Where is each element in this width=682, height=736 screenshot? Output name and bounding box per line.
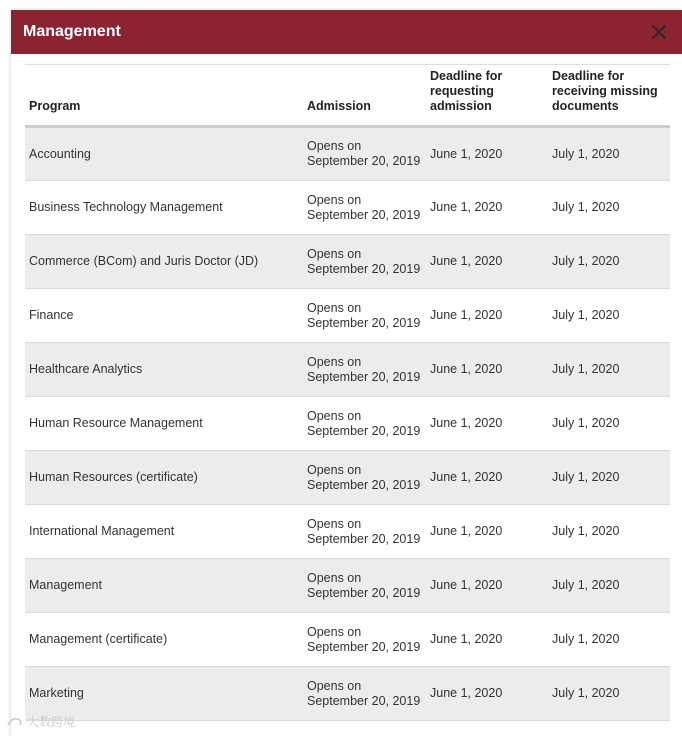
cell-program: Marketing [25,667,303,721]
table-header-row [25,65,670,127]
cell-deadline-docs: July 1, 2020 [548,505,670,559]
cell-deadline-request: June 1, 2020 [426,505,548,559]
cell-admission: Opens on September 20, 2019 [303,397,426,451]
cell-deadline-request: June 1, 2020 [426,559,548,613]
cell-admission: Opens on September 20, 2019 [303,667,426,721]
cell-admission: Opens on September 20, 2019 [303,289,426,343]
cell-deadline-request: June 1, 2020 [426,181,548,235]
watermark [6,713,75,730]
header-deadline-docs: Deadline for receiving missing documents [548,65,670,127]
header-deadline-request: Deadline for requesting admission [426,65,548,127]
close-icon [651,24,667,40]
cell-program: Management (certificate) [25,613,303,667]
cell-admission: Opens on September 20, 2019 [303,613,426,667]
table-row [25,181,670,235]
cell-admission: Opens on September 20, 2019 [303,343,426,397]
cell-deadline-request: June 1, 2020 [426,397,548,451]
cell-program: Accounting [25,127,303,181]
cell-program: Finance [25,289,303,343]
modal-dialog [11,10,682,736]
close-button[interactable] [648,21,670,43]
modal-title: Management [23,23,121,40]
cell-deadline-request: June 1, 2020 [426,451,548,505]
cell-deadline-request: June 1, 2020 [426,667,548,721]
header-admission: Admission [303,65,426,127]
cell-deadline-docs: July 1, 2020 [548,127,670,181]
cell-deadline-docs: July 1, 2020 [548,181,670,235]
cell-deadline-docs: July 1, 2020 [548,613,670,667]
table-row [25,289,670,343]
table-container [25,64,670,721]
cell-program: Healthcare Analytics [25,343,303,397]
cell-program: International Management [25,505,303,559]
table-row [25,505,670,559]
cell-deadline-docs: July 1, 2020 [548,559,670,613]
cell-deadline-docs: July 1, 2020 [548,343,670,397]
header-program: Program [25,65,303,127]
cell-admission: Opens on September 20, 2019 [303,181,426,235]
cell-program: Human Resource Management [25,397,303,451]
cell-program: Business Technology Management [25,181,303,235]
cell-admission: Opens on September 20, 2019 [303,559,426,613]
cell-admission: Opens on September 20, 2019 [303,127,426,181]
watermark-logo-icon [6,715,24,729]
table-row [25,559,670,613]
cell-deadline-docs: July 1, 2020 [548,397,670,451]
table-row [25,397,670,451]
cell-deadline-docs: July 1, 2020 [548,235,670,289]
cell-deadline-request: June 1, 2020 [426,127,548,181]
table-row [25,613,670,667]
cell-program: Commerce (BCom) and Juris Doctor (JD) [25,235,303,289]
table-row [25,235,670,289]
cell-deadline-docs: July 1, 2020 [548,667,670,721]
table-row [25,343,670,397]
cell-deadline-docs: July 1, 2020 [548,451,670,505]
cell-deadline-request: June 1, 2020 [426,343,548,397]
table-row [25,667,670,721]
programs-table [25,64,670,721]
cell-admission: Opens on September 20, 2019 [303,235,426,289]
watermark-text: 大数跨境 [27,715,76,729]
modal-header [11,10,682,54]
cell-deadline-request: June 1, 2020 [426,613,548,667]
cell-admission: Opens on September 20, 2019 [303,505,426,559]
cell-deadline-request: June 1, 2020 [426,289,548,343]
table-row [25,127,670,181]
cell-admission: Opens on September 20, 2019 [303,451,426,505]
cell-deadline-docs: July 1, 2020 [548,289,670,343]
cell-program: Human Resources (certificate) [25,451,303,505]
cell-program: Management [25,559,303,613]
table-body [25,127,670,721]
cell-deadline-request: June 1, 2020 [426,235,548,289]
table-row [25,451,670,505]
